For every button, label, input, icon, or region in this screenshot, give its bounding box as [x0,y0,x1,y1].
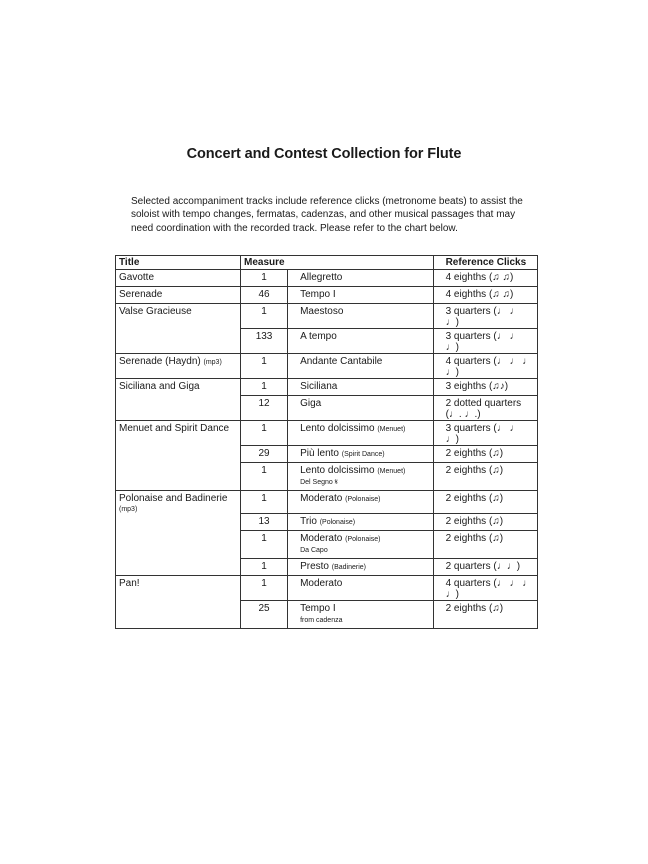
reference-clicks-table [115,255,538,629]
row-measure: 1 [241,354,288,379]
row-title [116,304,241,329]
page-title: Concert and Contest Collection for Flute [186,146,462,162]
row-tempo [288,329,434,354]
row-title-text: Valse Gracieuse [119,306,192,317]
row-reference-clicks: 2 quarters (♩♩) [433,558,537,575]
row-title-text: Polonaise and Badinerie [119,493,228,504]
header-reference-clicks: Reference Clicks [433,256,537,270]
row-title-text: Menuet and Spirit Dance [119,423,230,434]
row-title-note: (mp3) [119,506,138,513]
row-title [116,575,241,600]
row-tempo-note: (Polonaise) [345,496,381,503]
table-row [116,491,538,514]
row-measure: 29 [241,446,288,463]
header-measure-blank [288,256,434,270]
table-row [116,575,538,600]
table-row [116,396,538,421]
intro-paragraph: Selected accompaniment tracks include reference clicks (metronome beats) to assist the soloist with tempo changes, fermatas, cadenzas, and other musical passages that may need coordination with the recorded track. Please refer to the chart below. [131,196,523,234]
row-title [116,354,241,379]
row-title [116,600,241,628]
table-row [116,379,538,396]
row-reference-clicks: 2 eighths (♫) [433,600,537,628]
row-tempo-text: Moderato [300,532,343,544]
row-measure: 1 [241,379,288,396]
table-header-row [116,256,538,270]
table-row [116,421,538,446]
row-title [116,379,241,396]
row-reference-clicks: 4 quarters (♩ ♩ ♩ ♩) [433,575,537,600]
table-body [116,270,538,629]
row-tempo [288,575,434,600]
table-row [116,270,538,287]
row-reference-clicks: 4 quarters (♩ ♩ ♩ ♩) [433,354,537,379]
row-title [116,530,241,558]
table-row [116,530,538,558]
row-measure: 133 [241,329,288,354]
row-tempo [288,558,434,575]
row-tempo-note: (Menuet) [377,426,406,433]
row-title [116,513,241,530]
row-title [116,396,241,421]
row-tempo [288,600,434,628]
table-row [116,600,538,628]
row-tempo [288,379,434,396]
table-row [116,354,538,379]
row-tempo [288,421,434,446]
row-measure: 1 [241,270,288,287]
table-row [116,446,538,463]
row-measure: 1 [241,491,288,514]
row-reference-clicks: 3 quarters (♩ ♩ ♩) [433,304,537,329]
row-tempo-text: Siciliana [300,381,338,392]
row-title-text: Serenade [119,289,163,300]
row-reference-clicks: 2 eighths (♫) [433,491,537,514]
row-tempo [288,491,434,514]
row-reference-clicks: 2 eighths (♫) [433,463,537,491]
row-reference-clicks: 2 eighths (♫) [433,446,537,463]
row-reference-clicks: 2 dotted quarters (♩. ♩.) [433,396,537,421]
row-measure: 25 [241,600,288,628]
header-measure: Measure [241,256,288,270]
row-tempo-subnote: Da Capo [300,546,328,554]
row-title-text: Siciliana and Giga [119,381,200,392]
row-tempo-text: Trio [300,515,317,527]
row-measure: 1 [241,463,288,491]
row-reference-clicks: 3 quarters (♩ ♩ ♩) [433,421,537,446]
row-tempo-note: (Spirit Dance) [341,451,385,458]
row-title [116,463,241,491]
row-tempo [288,513,434,530]
row-measure: 12 [241,396,288,421]
row-measure: 1 [241,530,288,558]
row-measure: 1 [241,575,288,600]
row-title [116,421,241,446]
row-tempo [288,463,434,491]
row-title [116,287,241,304]
row-measure: 13 [241,513,288,530]
row-tempo-text: Allegretto [300,272,343,283]
row-tempo-note: (Polonaise) [345,535,381,543]
row-title-text: Pan! [119,577,140,589]
row-measure: 46 [241,287,288,304]
row-tempo-note: (Polonaise) [319,518,356,526]
row-reference-clicks: 4 eighths (♫ ♫) [433,270,537,287]
row-title [116,558,241,575]
row-title [116,270,241,287]
row-title [116,446,241,463]
row-tempo-text: Lento dolcissimo [300,423,375,434]
table-row [116,558,538,575]
row-tempo-text: Moderato [300,577,343,589]
row-tempo [288,304,434,329]
table-row [116,463,538,491]
row-tempo [288,446,434,463]
row-tempo-text: Più lento [300,448,339,459]
row-tempo [288,354,434,379]
row-reference-clicks: 2 eighths (♫) [433,530,537,558]
row-tempo-text: Tempo I [300,289,336,300]
table-row [116,287,538,304]
table-row [116,329,538,354]
table-row [116,304,538,329]
row-tempo [288,396,434,421]
row-title-note: (mp3) [203,359,222,366]
row-tempo-text: Presto [300,560,329,572]
row-tempo-text: Maestoso [300,306,344,317]
row-measure: 1 [241,304,288,329]
row-tempo-text: Giga [300,398,322,409]
row-tempo-text: Moderato [300,493,343,504]
row-tempo [288,270,434,287]
row-reference-clicks: 4 eighths (♫ ♫) [433,287,537,304]
row-tempo-text: A tempo [300,331,337,342]
row-title-text: Serenade (Haydn) [119,356,201,367]
row-tempo-subnote: Del Segno 𝄋 [300,479,338,486]
row-tempo-note: (Badinerie) [331,563,367,571]
row-title [116,329,241,354]
table-row [116,513,538,530]
row-tempo [288,530,434,558]
row-reference-clicks: 2 eighths (♫) [433,513,537,530]
row-tempo-text: Lento dolcissimo [300,465,375,476]
row-measure: 1 [241,421,288,446]
header-title: Title [116,256,241,270]
row-tempo-note: (Menuet) [377,468,406,475]
row-tempo [288,287,434,304]
row-title [116,491,241,514]
row-tempo-text: Tempo I [300,602,336,614]
row-title-text: Gavotte [119,272,155,283]
row-reference-clicks: 3 quarters (♩ ♩ ♩) [433,329,537,354]
row-measure: 1 [241,558,288,575]
row-tempo-text: Andante Cantabile [300,356,383,367]
row-reference-clicks: 3 eighths (♫♪) [433,379,537,396]
row-tempo-subnote: from cadenza [300,616,343,624]
